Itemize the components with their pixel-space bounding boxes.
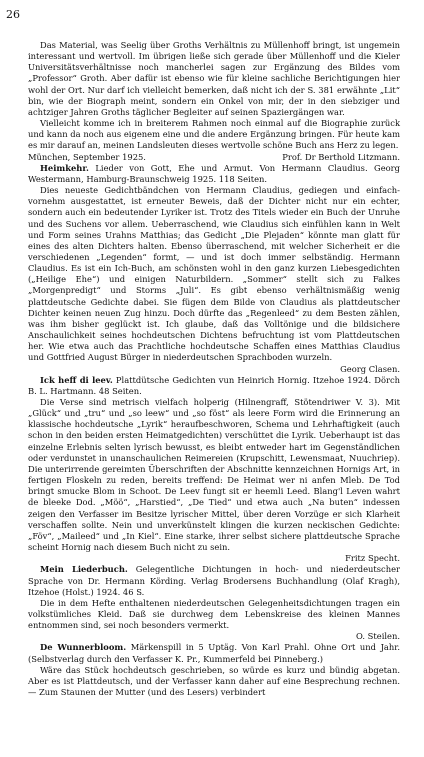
reviewer-signature: O. Steilen. [356,631,400,642]
review-entry [28,642,400,664]
paragraph: Dies neueste Gedichtbändchen von Hermann Claudius, gediegen und einfach-vornehm ausgestattet, ist erneuter Beweis, daß der Dichter nicht nur ein echter, sondern auch ein bedeutender Lyriker ist. Trotz des Titels wieder ein Buch der Unruhe und des Suchens vor allem. Ueberraschend, wie Claudius sich einfühlen kann in Welt und Form seines Urahns Matthias; das Gedicht „Die Plejaden“ könnte man glatt für eines des alten Dichters halten. Ebenso überraschend, mit welcher Sicherheit er die verschiedenen „Legenden“ formt, — und ist doch immer selbständig. Hermann Claudius. Es ist ein Ich-Buch, am schönsten wohl in den ganz kurzen Liebesgedichten („Heilige Ehe“) und einigen Naturbildern. „Sommer“ stellt sich zu Falkes „Morgenpredigt“ und Storms „Juli“. Es gibt ebenso verhältnismäßig wenig plattdeutsche Gedichte dabei. Sie fügen dem Bilde von Claudius als plattdeutscher Dichter keinen neuen Zug hinzu. Doch dürfte das „Regenleed“ zu dem Besten zählen, was ihm bisher geglückt ist. Ich glaube, daß das Volltönige und die bildsichere Anschaulichkeit seines hochdeutschen Dichtens befruchtung ist vom Plattdeutschen her. Wie etwa auch das Prachtliche hochdeutsche Schaffen eines Matthias Claudius und Gottfried August Bürger in niederdeutschen Sprachboden wurzeln. [28,185,400,363]
review-bibliography: Märkenspill in 5 Uptäg. Von Karl Prahl. Ohne Ort und Jahr. (Selbstverlag durch den Verfasser K. Pr., Kummerfeld bei Pinneberg.) [28,642,400,664]
review-entry [28,564,400,597]
review-title: De Wunnerbloom. [40,642,127,653]
reviewer-signature: Fritz Specht. [345,553,400,564]
paragraph: Die Verse sind metrisch vielfach holperig (Hilnengraff, Stötendriwer V. 3). Mit „Glück“ und „tru“ und „so leew“ und „so föst“ als leere Form wird die Erinnerung an klassische hochdeutsche „Lyrik“ heraufbeschworen, Schema und Lehrhaftigkeit (auch schon in den beiden ersten Heimatgedichten) verschüttet die Lyrik. Ueberhaupt ist das einzelne Erlebnis selten lyrisch bewusst, es bleibt entweder hart im Gegenständlichen oder verdunstet in unanschaulichen Reimereien (Krupschitt, Lewensmaat, Nuuchriep). Die unterirrende gereimten Überschriften der Abschnitte kennzeichnen Hornigs Art, in fertigen Floskeln zu reden, bereits treffend: De Heimat wer ni anfen Mleb. De Tod bringt smucke Blom in Schoot. De Leev fungt sit er heemli Leed. Blang'l Leven wahrt de bleeke Dod. „Möö“, „Harstied“, „De Tied“ und etwa auch „Na buten“ indessen zeigen den Verfasser im Besitze lyrischer Mittel, über deren Vorzüge er sich Klarheit verschaffen sollte. Nein und unverkünstelt klingen die kurzen neckischen Gedichte: „Föv“, „Maileed“ und „In Kiel“. Eine starke, ihrer selbst sichere plattdeutsche Sprache scheint Hornig nach diesem Buch nicht zu sein. [28,397,400,553]
review-title: Ick heff di leev. [40,374,113,385]
review-title: Heimkehr. [40,162,89,173]
paragraph: Wäre das Stück hochdeutsch geschrieben, so würde es kurz und bündig abgetan. Aber es ist Plattdeutsch, und der Verfasser kann daher auf eine Besprechung rechnen. — Zum Staunen der Mutter (und des Lesers) verbindert [28,664,400,698]
reviewer-signature: Georg Clasen. [340,363,400,374]
signature-author: Prof. Dr Berthold Litzmann. [282,151,400,162]
signature-line [28,152,400,163]
paragraph: Die in dem Hefte enthaltenen niederdeutschen Gelegenheitsdichtungen tragen ein volkstümliches Kleid. Daß sie durchweg dem Lebenskreise des kleinen Mannes entnommen sind, sei noch besonders vermerkt. [28,597,400,631]
signature-place-date: München, September 1925. [28,151,146,162]
review-bibliography: Lieder von Gott, Ehe und Armut. Von Hermann Claudius. Georg Westermann, Hamburg-Braunschweig 1925. 118 Seiten. [28,162,401,184]
review-entry [28,163,400,185]
page-number: 26 [6,8,20,21]
review-bibliography: Plattdütsche Gedichten vun Heinrich Hornig. Itzehoe 1924. Dörch B. L. Hartmann. 48 Seiten. [28,374,401,396]
review-title: Mein Liederbuch. [40,564,128,575]
paragraph: Das Material, was Seelig über Groths Verhältnis zu Müllenhoff bringt, ist ungemein interessant und wertvoll. Im übrigen ließe sich gerade über Müllenhoff und die Kieler Universitätsverhältnisse noch mancherlei sagen zur Ergänzung des Bildes vom „Professor“ Groth. Aber dafür ist ebenso wie für kleine sachliche Berichtigungen hier wohl der Ort. Nur darf ich vielleicht bemerken, daß nicht ich der S. 381 erwähnte „Lit“ bin, wie der Biograph meint, sondern ein Onkel von mir, der in den siebziger und achtziger Jahren Groths täglicher Begleiter auf seinen Spaziergängen war. [28,40,400,117]
paragraph: Vielleicht komme ich in breiterem Rahmen noch einmal auf die Biographie zurück und kann da noch aus eigenem eine und die andere Ergänzung bringen. Für heute kam es mir darauf an, meinen Landsleuten dieses wertvolle schöne Buch ans Herz zu legen. [28,118,400,151]
review-bibliography: Gelegentliche Dichtungen in hoch- und niederdeutscher Sprache von Dr. Hermann Körding. Verlag Brodersens Buchhandlung (Olaf Kragh), Itzehoe (Holst.) 1924. 46 S. [28,564,401,597]
text-column [28,40,400,698]
review-entry [28,375,400,397]
